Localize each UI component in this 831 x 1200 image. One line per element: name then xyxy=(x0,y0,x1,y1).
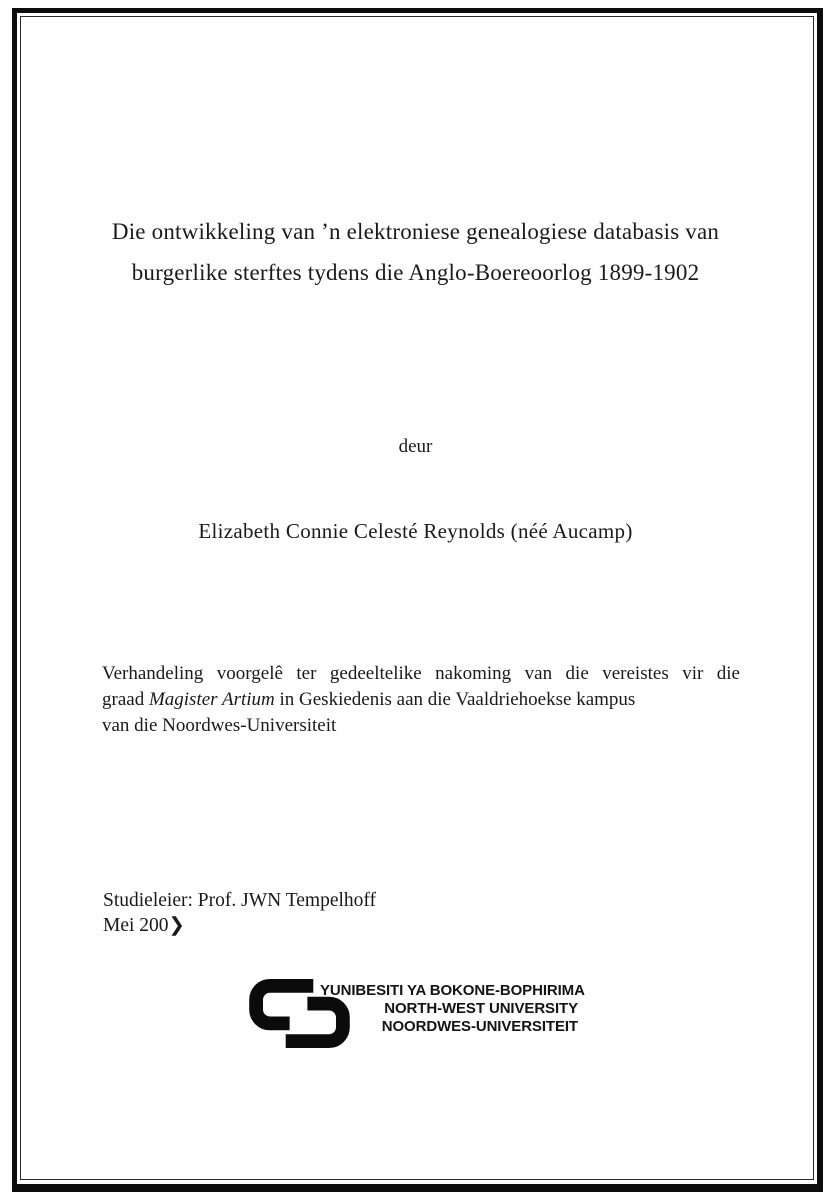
university-logo-text xyxy=(320,982,585,1036)
degree-statement-line1: Verhandeling voorgelê ter gedeeltelike nakoming van die vereistes vir die xyxy=(102,663,740,684)
degree-name-italic: Magister Artium xyxy=(148,689,275,710)
thesis-title xyxy=(60,211,771,293)
byline-deur: deur xyxy=(398,436,433,457)
supervisor-line: Studieleier: Prof. JWN Tempelhoff xyxy=(103,890,377,911)
logo-text-afrikaans: NOORDWES-UNIVERSITEIT xyxy=(381,1018,578,1035)
date-line: Mei 200❯ xyxy=(103,915,185,936)
thesis-title-line1: Die ontwikkeling van ’n elektroniese genealogiese databasis van xyxy=(111,219,720,244)
supervisor-and-date xyxy=(103,888,376,938)
logo-text-english: NORTH-WEST UNIVERSITY xyxy=(384,1000,578,1017)
thesis-title-line2: burgerlike sterftes tydens die Anglo-Boereoorlog 1899-1902 xyxy=(131,260,700,285)
degree-statement-line3: van die Noordwes-Universiteit xyxy=(102,715,337,736)
logo-text-setswana: YUNIBESITI YA BOKONE-BOPHIRIMA xyxy=(320,982,585,999)
degree-statement-line2-pre: graad xyxy=(102,689,149,710)
degree-statement-line2-post: in Geskiedenis aan die Vaaldriehoekse kampus xyxy=(274,689,636,710)
university-logo xyxy=(248,976,583,1052)
author-name: Elizabeth Connie Celesté Reynolds (néé Aucamp) xyxy=(198,519,633,543)
degree-statement-line2 xyxy=(102,687,740,713)
degree-statement xyxy=(102,661,740,739)
